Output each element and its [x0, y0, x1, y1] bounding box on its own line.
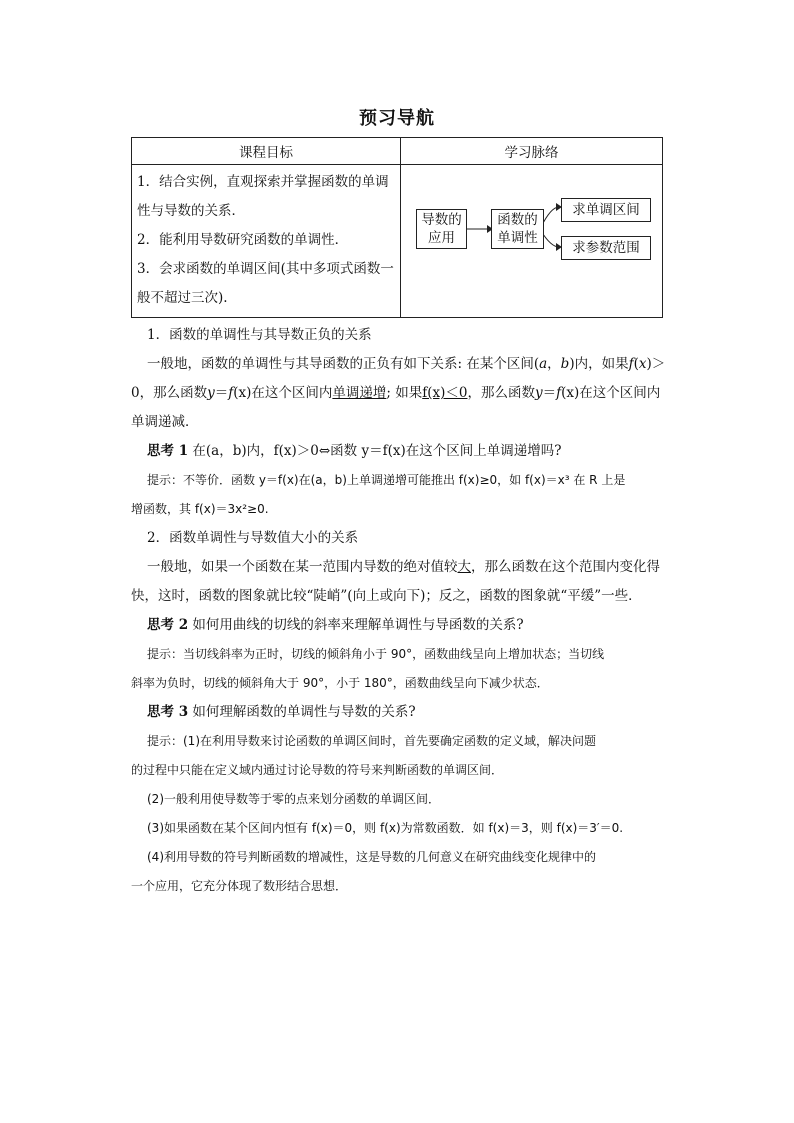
- p1-paren: (: [633, 356, 639, 372]
- flow-diagram-cell: [401, 165, 663, 318]
- hint-2-line-1: 提示：当切线斜率为正时，切线的倾斜角小于 90°，函数曲线呈向上增加状态；当切线: [147, 647, 605, 661]
- think2-label: 思考 2: [147, 617, 189, 633]
- box-monotonicity: [491, 209, 544, 249]
- header-course-goals: 课程目标: [132, 138, 401, 165]
- hint-3-line-5: (4)利用导数的符号判断函数的增减性，这是导数的几何意义在研究曲线变化规律中的: [147, 850, 597, 864]
- p1-var-y: y: [207, 385, 215, 401]
- p1-text-a: 一般地，函数的单调性与其导函数的正负有如下关系: 在某个区间(: [147, 356, 540, 372]
- p1-text-r: ，那么函数: [467, 385, 535, 401]
- hint-3-line-6: 一个应用，它充分体现了数形结合思想．: [131, 879, 348, 893]
- p1-var-f2: f: [228, 385, 234, 401]
- paragraph-2: [131, 553, 671, 611]
- think3-label: 思考 3: [147, 704, 189, 720]
- box4-label: 求参数范围: [572, 240, 640, 256]
- think1-label: 思考 1: [147, 443, 189, 459]
- box-monotonic-interval: [561, 198, 651, 222]
- hint-3-line-3: (2)一般利用使导数等于零的点来划分函数的单调区间．: [147, 792, 441, 806]
- think1-text: 在(a，b)内，f(x)＞0⇔函数 y＝f(x)在这个区间上单调递增吗?: [192, 443, 562, 459]
- hint-1-line-1: 提示：不等价．函数 y＝f(x)在(a，b)上单调递增可能推出 f(x)≥0，如 f(x)＝x³ 在 R 上是: [147, 473, 626, 487]
- goal-item-1: 1．结合实例，直观探索并掌握函数的单调性与导数的关系．: [137, 174, 389, 219]
- goal-item-2: 2．能利用导数研究函数的单调性．: [137, 232, 349, 248]
- p1-var-y2: y: [534, 385, 543, 401]
- p2-text-d: 快，这时，函数的图象就比较“陡峭”(向上或向下)；反之，函数的图象就“平缓”一: [131, 588, 615, 604]
- p1-increasing: 单调递增: [332, 385, 387, 401]
- goals-cell: [132, 165, 401, 318]
- p1-eq2: ＝: [542, 385, 557, 401]
- hint-1-line-2: 增函数，其 f(x)＝3x²≥0.: [131, 502, 269, 516]
- paragraph-1: [131, 350, 671, 437]
- p1-text-e: )内，如果: [569, 356, 629, 372]
- think-3: [131, 698, 671, 727]
- hint-3-line-4: (3)如果函数在某个区间内恒有 f(x)＝0，则 f(x)为常数函数．如 f(x)＝3，则 f(x)＝3′＝0.: [147, 821, 624, 835]
- p1-negative-cond: f(x)＜0: [422, 385, 468, 401]
- think-1: [131, 437, 671, 466]
- p1-text-p: ; 如果: [386, 385, 423, 401]
- box1-label: 导数的应用: [421, 212, 462, 246]
- goals-table: [131, 137, 663, 318]
- hint-3-line-1: 提示：(1)在利用导数来讨论函数的单调区间时，首先要确定函数的定义域，解决问题: [147, 734, 597, 748]
- think3-text: 如何理解函数的单调性与导数的关系?: [192, 704, 416, 720]
- p2-large: 大: [457, 559, 471, 575]
- p1-text-i: )＞0，那么函数: [131, 356, 666, 401]
- box3-label: 求单调区间: [572, 202, 640, 218]
- p1-text-n: 在这个区间内: [251, 385, 333, 401]
- section-heading-1: 1．函数的单调性与其导数正负的关系: [147, 327, 372, 343]
- page-title: 预习导航: [359, 108, 435, 129]
- p1-text-w: 在这个区间内单调递减．: [131, 385, 661, 430]
- p1-paren-x2: (x): [561, 385, 580, 401]
- p2-text-a: 一般地，如果一个函数在某一范围内导数的绝对值较: [147, 559, 458, 575]
- header-learning-path: 学习脉络: [401, 138, 663, 165]
- think-2: [131, 611, 671, 640]
- p1-var-x: x: [638, 356, 647, 372]
- p1-eq: ＝: [214, 385, 229, 401]
- hint-3-line-2: 的过程中只能在定义域内通过讨论导数的符号来判断函数的单调区间．: [131, 763, 504, 777]
- p1-var-f3: f: [556, 385, 562, 401]
- hint-2-line-2: 斜率为负时，切线的倾斜角大于 90°，小于 180°，函数曲线呈向下减少状态．: [131, 676, 549, 690]
- goal-item-3: 3．会求函数的单调区间(其中多项式函数一般不超过三次).: [137, 261, 394, 306]
- box-derivative-application: [416, 209, 467, 249]
- section-heading-2: 2．函数单调性与导数值大小的关系: [147, 530, 359, 546]
- p1-comma: ，: [547, 356, 561, 372]
- box-parameter-range: [561, 236, 651, 260]
- body-content: [131, 321, 671, 901]
- p1-paren-x: (x): [233, 385, 252, 401]
- p2-text-c: ，那么函数在这个范围内变化得: [471, 559, 660, 575]
- p1-var-b: b: [560, 356, 570, 372]
- think2-text: 如何用曲线的切线的斜率来理解单调性与导函数的关系?: [192, 617, 524, 633]
- box2-label: 函数的单调性: [497, 212, 538, 246]
- p1-var-a: a: [539, 356, 548, 372]
- p1-var-f: f: [628, 356, 634, 372]
- p2-text-e: 些．: [614, 588, 642, 604]
